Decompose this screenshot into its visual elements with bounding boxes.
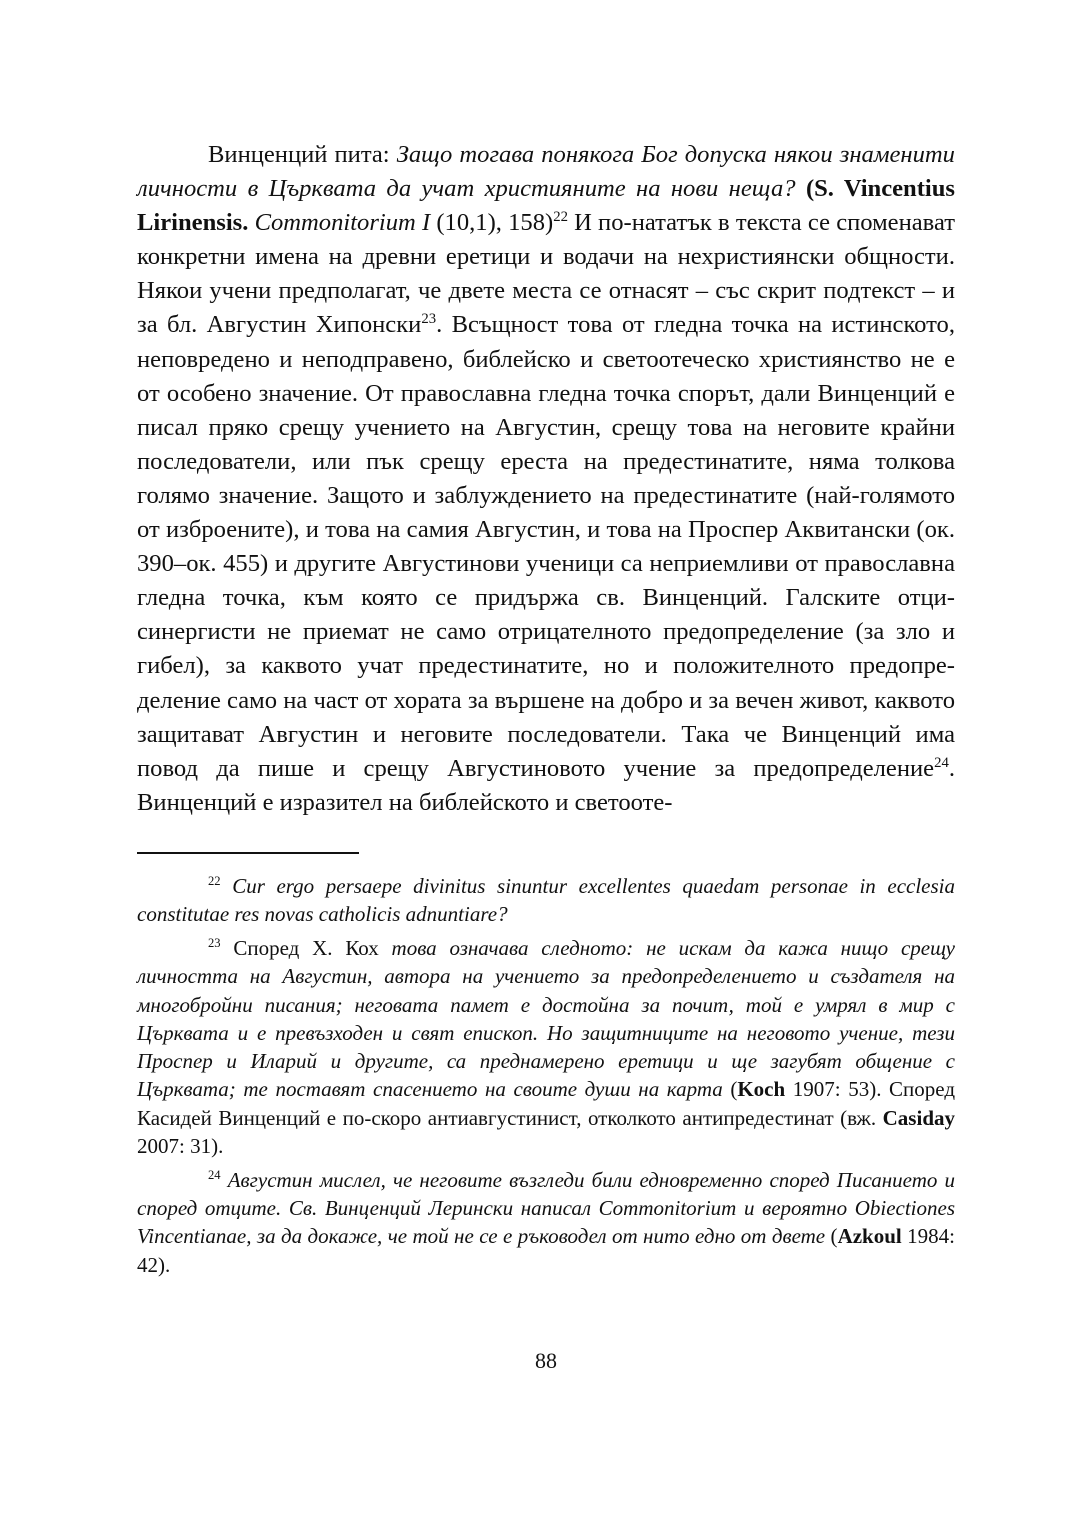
text-segment: 1907: 53). Според Касидей Винценций е по-скоро антиавгустинист, отколкото антипредестинат (вж. <box>137 1077 956 1130</box>
text-segment <box>796 175 806 202</box>
italic-quote: Защо тогава понякога Бог допуска някои знаменити личности в Църквата да учат християните на нови неща? <box>137 141 955 203</box>
page <box>137 138 955 1285</box>
italic-quote: това означава следното: не искам да кажа нищо срещу личността на Августин, автора на учението за предопределението и създателя на многобройни писания; неговата памет е достойна за почит, той е умрял в мир с Църквата и е превъзходен и свят епископ. Но защитниците на неговото учение, тези Проспер и Иларий и другите, са преднамерено еретици и ще загубят общение с Църквата; те поставят спасението на своите души на карта <box>137 936 955 1102</box>
bold-author: Casiday <box>882 1105 955 1130</box>
text-segment <box>221 1168 228 1192</box>
text-segment: Винценций пита: <box>208 141 397 168</box>
footnote-ref-23: 23 <box>421 311 437 328</box>
text-segment: И по-нататък в текста се споменават конкретни имена на древни еретици и водачи на нехристиянски общности. Някои учени предполагат, че двете места се отнасят – със скрит подтекст – и за бл. Августин Хипонски <box>137 209 955 339</box>
text-segment <box>221 874 233 898</box>
text-segment: ( <box>722 1077 738 1102</box>
footnote-22 <box>137 872 955 928</box>
bold-citation-author: (S. Vincentius Lirinensis. <box>137 175 955 237</box>
page-number: 88 <box>535 1348 557 1373</box>
text-segment: . Винценций е изразител на библейското и светооте- <box>137 754 955 816</box>
main-paragraph <box>137 138 955 820</box>
text-segment: Според Х. Кох <box>220 936 392 961</box>
bold-author: Azkoul <box>837 1224 902 1249</box>
footnote-marker: 24 <box>208 1167 221 1182</box>
text-segment: . Всъщност това от гледна точка на истинското, неповредено и неподправено, библейско и светоотеческо християнство не е от особено значение. От православна гледна точка спорът, дали Винценций е писал пряко срещу учението на Августин, срещу това на неговите крайни последователи, или пък срещу ереста на предестинатите, няма толкова голямо значение. Защото и заблуждението на предестинатите (най-голямото от изброените), и това на самия Августин, и това на Проспер Аквитански (ок. 390–ок. 455) и другите Августинови ученици са неприемливи от православна гледна точка, към която се придържа св. Винценций. Галските отци-синергисти не приемат не само отрицателното предопределение (за зло и гибел), за каквото учат предестинатите, но и положителното предопределение само на част от хората за вършене на добро и за вечен живот, каквото защитават Августин и неговите последователи. Така че Винценций има повод да пише и срещу Августиновото учение за предопределение <box>137 311 955 782</box>
footnote-ref-24: 24 <box>934 754 949 771</box>
text-segment: ( <box>825 1224 838 1249</box>
italic-latin-text: Cur ergo persaepe divinitus sinuntur excellentes quaedam personae in ecclesia constitutae res novas catholicis adnuntiare? <box>137 873 956 927</box>
footnote-ref-22: 22 <box>553 209 568 225</box>
text-segment: 1984: 42). <box>137 1224 955 1277</box>
footnote-marker: 22 <box>208 873 221 888</box>
text-segment: 2007: 31). <box>137 1133 224 1158</box>
footnote-separator <box>137 852 359 854</box>
bold-author: Koch <box>737 1077 786 1102</box>
italic-quote: Августин мислел, че неговите възгледи били едновременно според Писанието и според отците. Св. Винценций Лерински написал Commonitorium и вероятно Obiectiones Vincentianae, за да докаже, че той не се е ръководел от нито едно от двете <box>137 1167 956 1249</box>
text-segment: (10,1), 158) <box>430 209 554 237</box>
italic-citation-title: Commonitorium I <box>254 209 431 237</box>
footnote-24 <box>137 1166 955 1279</box>
footnote-23 <box>137 934 955 1160</box>
footnote-marker: 23 <box>208 936 221 951</box>
